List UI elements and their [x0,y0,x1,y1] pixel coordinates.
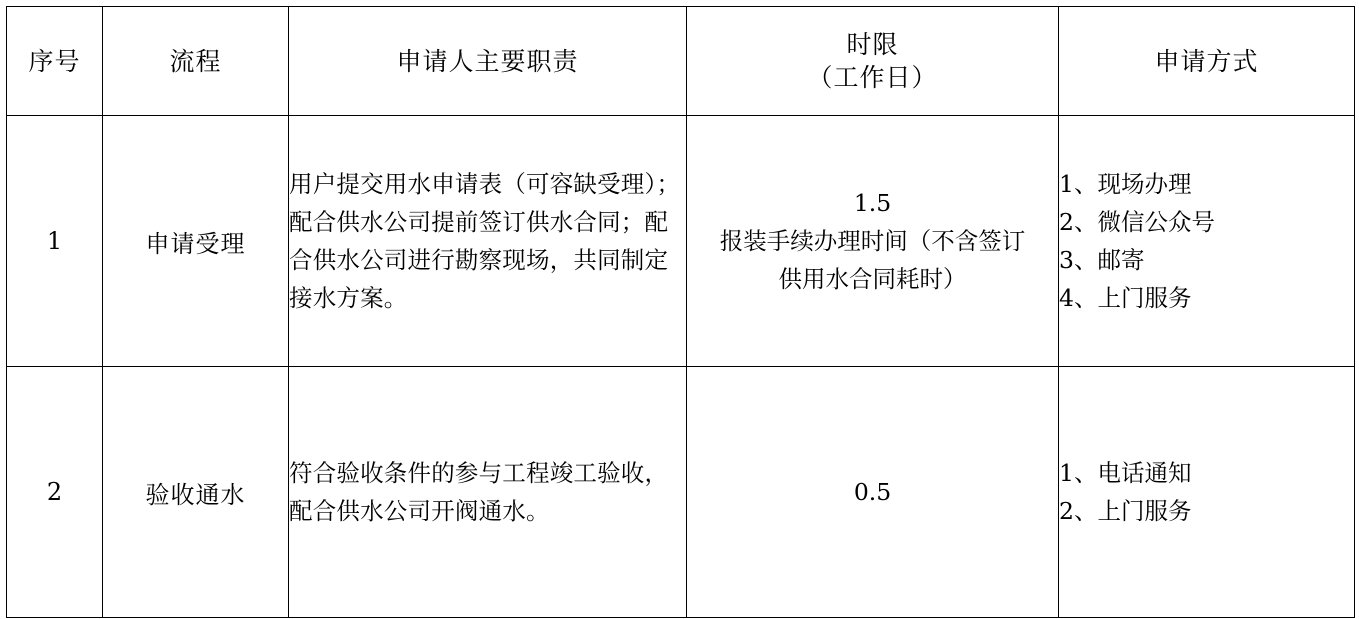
table-header-row [7,7,1355,116]
row-duty-text: 用户提交用水申请表（可容缺受理）；配合供水公司提前签订供水合同；配合供水公司进行勘察现场，共同制定接水方案。 [289,116,687,367]
row-apply-methods: 1、电话通知 2、上门服务 [1059,367,1355,618]
column-header-process: 流程 [103,7,289,116]
row-apply-methods: 1、现场办理 2、微信公众号 3、邮寄 4、上门服务 [1059,116,1355,367]
column-header-no: 序号 [7,7,103,116]
row-number: 2 [7,367,103,618]
table-row [7,367,1355,618]
column-header-time-limit: 时限 （工作日） [687,7,1059,116]
column-header-apply-method: 申请方式 [1059,7,1355,116]
column-header-duty: 申请人主要职责 [289,7,687,116]
row-duty-text: 符合验收条件的参与工程竣工验收，配合供水公司开阀通水。 [289,367,687,618]
row-process-name: 验收通水 [103,367,289,618]
row-time-limit: 0.5 [687,367,1059,618]
table-row [7,116,1355,367]
row-number: 1 [7,116,103,367]
row-time-limit: 1.5 报装手续办理时间（不含签订 供用水合同耗时） [687,116,1059,367]
row-process-name: 申请受理 [103,116,289,367]
process-table [6,6,1355,618]
